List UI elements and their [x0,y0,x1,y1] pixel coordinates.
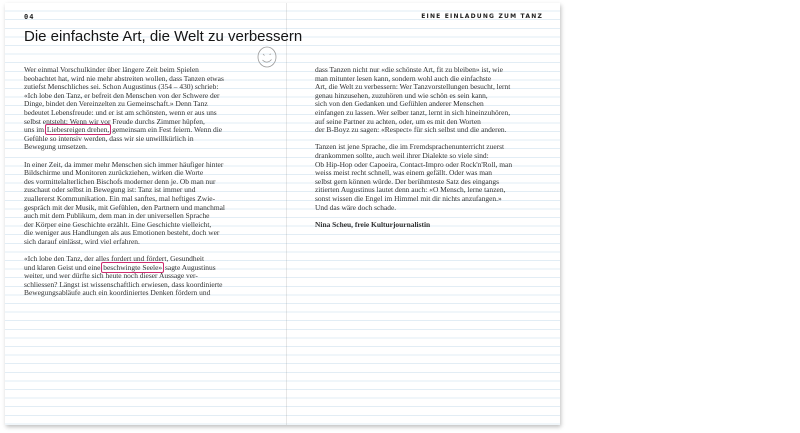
text-line: «Ich lobe den Tanz, er befreit den Menschen von der Schwere der [24,90,220,100]
text-line: man mitunter lesen kann, sondern wohl auch die einfachste [315,73,492,83]
text-fragment: uns im [24,125,46,135]
text-line: Bildschirme und Monitoren zurückziehen, wirken die Worte [24,168,204,178]
text-line: Art, die Welt zu verbessern: Wer Tanzvorstellungen besucht, lernt [315,82,511,92]
text-line: genau hinzusehen, zuzuhören und wie schön es sein kann, [315,90,488,100]
text-line: Nina Scheu, freie Kulturjournalistin [315,219,431,229]
text-line: sich darauf einlässt, wird viel erfahren. [24,236,140,246]
paragraph [24,255,256,298]
text-line: schliessen? Längst ist wissenschaftlich erwiesen, dass koordinierte [24,279,223,289]
text-line: weiter, und wer dürfte sich heute noch dieser Aussage ver- [24,271,198,281]
paragraph [24,66,256,152]
right-column [315,66,547,238]
highlighted-phrase: beschwingte Seele» [103,262,163,272]
paragraph [315,143,547,212]
text-line: der B-Boyz zu sagen: «Respect» für sich selbst und die anderen. [315,125,507,135]
text-line: Gefühle so intensiv werden, dass wir sie unwillkürlich in [24,133,194,143]
text-line: die weniger aus Handlungen als aus Emotionen besteht, doch wer [24,228,220,238]
text-line: Tanzen ist jene Sprache, die im Fremdsprachenunterricht zuerst [315,142,505,152]
book-spread [5,3,560,425]
text-line: zutiefst Menschliches sei. Schon Augustinus (354 – 430) schrieb: [24,82,219,92]
text-line: zuschaut oder selbst in Bewegung ist: Tanz ist immer und [24,185,196,195]
author-signature [315,221,547,230]
text-line: zuallererst Kommunikation. Ein mal sanftes, mal heftiges Zwie- [24,193,216,203]
text-line: Ob Hip-Hop oder Capoeira, Contact-Impro oder Rock'n'Roll, man [315,159,513,169]
text-line: drankommen sollte, auch weil ihrer Dialekte so viele sind: [315,150,489,160]
text-line: selbst gern können würde. Der berühmteste Satz des eingangs [315,176,500,186]
text-fragment: gemeinsam ein Fest feiern. Wenn die [110,125,223,135]
page-gutter [286,3,287,425]
left-column [24,66,256,307]
text-line: Dinge, bindet den Vereinzelten zu Gemeinschaft.» Denn Tanz [24,99,208,109]
text-fragment: und klaren Geist und eine [24,262,103,272]
running-head: EINE EINLADUNG ZUM TANZ [421,13,543,20]
text-line: selbst entsteht: Wenn wir vor Freude durchs Zimmer hüpfen, [24,116,205,126]
text-line: der Körper eine Geschichte erzählt. Eine Geschichte vielleicht, [24,219,212,229]
text-line: beobachtet hat, wird nie mehr abstreiten wollen, dass Tanzen etwas [24,73,224,83]
smiley-face-icon [256,45,278,69]
text-line: sonst wissen die Engel im Himmel mit dir nichts anzufangen.» [315,193,502,203]
text-line: Und das wäre doch schade. [315,202,397,212]
text-line: bedeutet Lebensfreude: und er ist am schönsten, wenn er aus uns [24,107,217,117]
text-line: In einer Zeit, da immer mehr Menschen sich immer häufiger hinter [24,159,224,169]
text-line: dass Tanzen nicht nur «die schönste Art, fit zu bleiben» ist, wie [315,65,503,74]
text-line: Bewegungsabläufe auch ein koordiniertes Denken fördern und [24,288,211,298]
text-fragment: sagte Augustinus [163,262,216,272]
text-line: weiss meist recht schnell, was einem gefällt. Oder was man [315,168,493,178]
highlighted-phrase: Liebesreigen drehen, [46,125,110,135]
text-line: einfangen zu lassen. Wer selber tanzt, lernt in sich hineinzuhören, [315,107,511,117]
text-line: «Ich lobe den Tanz, der alles fordert und fördert, Gesundheit [24,254,205,264]
page-number: 04 [24,13,35,21]
paragraph [24,161,256,247]
text-line: des vormittelalterlichen Bischofs moderner denn je. Ob man nur [24,176,216,186]
text-line: zitierten Augustinus lautet denn auch: «O Mensch, lerne tanzen, [315,185,506,195]
text-line: gespräch mit der Musik, mit Gefühlen, den Partnern und manchmal [24,202,225,212]
text-line: Bewegung umsetzen. [24,142,88,152]
chapter-title: Die einfachste Art, die Welt zu verbessern [24,28,303,45]
paragraph [315,66,547,135]
text-line: auf seine Partner zu achten, oder, um es mit den Worten [315,116,481,126]
text-line: sich von den Gedanken und Gefühlen anderer Menschen [315,99,484,109]
text-line: Wer einmal Vorschulkinder über längere Zeit beim Spielen [24,65,199,74]
text-line: auch mit dem Publikum, dem man in der universellen Sprache [24,211,210,221]
